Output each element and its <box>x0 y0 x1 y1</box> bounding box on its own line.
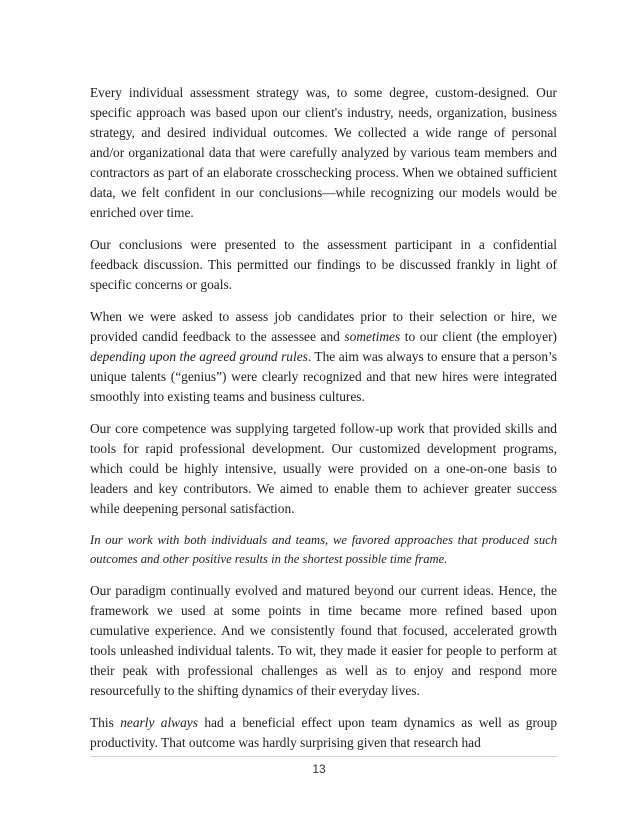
body-text <box>90 83 557 765</box>
paragraph-7-emphasis: nearly always <box>120 715 198 730</box>
paragraph-3-emphasis-1: sometimes <box>344 329 401 344</box>
paragraph-3 <box>90 307 557 407</box>
paragraph-7 <box>90 713 557 753</box>
paragraph-3-text-a: When we were asked to assess job candidates prior to their selection or hire, we provided candid feedback to the assessee and <box>90 309 557 344</box>
paragraph-2: Our conclusions were presented to the assessment participant in a confidential feedback discussion. This permitted our findings to be discussed frankly in light of specific concerns or goals. <box>90 237 557 292</box>
footer-divider <box>90 756 557 757</box>
paragraph-7-text-a: This <box>90 715 121 730</box>
paragraph-1: Every individual assessment strategy was, to some degree, custom-designed. Our specific approach was based upon our client's industry, needs, organization, business strategy, and desired individual outcomes. We collected a wide range of personal and/or organizational data that were carefully analyzed by various team members and contractors as part of an elaborate crosschecking process. When we obtained sufficient data, we felt confident in our conclusions—while recognizing our models would be enriched over time. <box>90 85 557 220</box>
page-number: 13 <box>312 762 326 776</box>
paragraph-3-text-c: . The aim was always to ensure that a person’s unique talents (“genius”) were clearly recognized and that new hires were integrated smoothly into existing teams and business cultures. <box>90 349 557 404</box>
paragraph-5-italic: In our work with both individuals and teams, we favored approaches that produced such outcomes and other positive results in the shortest possible time frame. <box>90 533 557 566</box>
paragraph-3-emphasis-2: depending upon the agreed ground rules <box>90 349 308 364</box>
paragraph-4: Our core competence was supplying targeted follow-up work that provided skills and tools for rapid professional development. Our customized development programs, which could be highly intensive, usually were provided on a one-on-one basis to leaders and key contributors. We aimed to enable them to achiever greater success while deepening personal satisfaction. <box>90 421 557 516</box>
paragraph-6: Our paradigm continually evolved and matured beyond our current ideas. Hence, the framework we used at some points in time became more refined based upon cumulative experience. And we consistently found that focused, accelerated growth tools unleashed individual talents. To wit, they made it easier for people to perform at their peak with professional challenges as well as to enjoy and respond more resourcefully to the shifting dynamics of their everyday lives. <box>90 583 557 698</box>
paragraph-7-text-b: had a beneficial effect upon team dynamics as well as group productivity. That outcome was hardly surprising given that research had <box>90 715 558 750</box>
paragraph-3-text-b: to our client (the employer) <box>400 329 557 344</box>
